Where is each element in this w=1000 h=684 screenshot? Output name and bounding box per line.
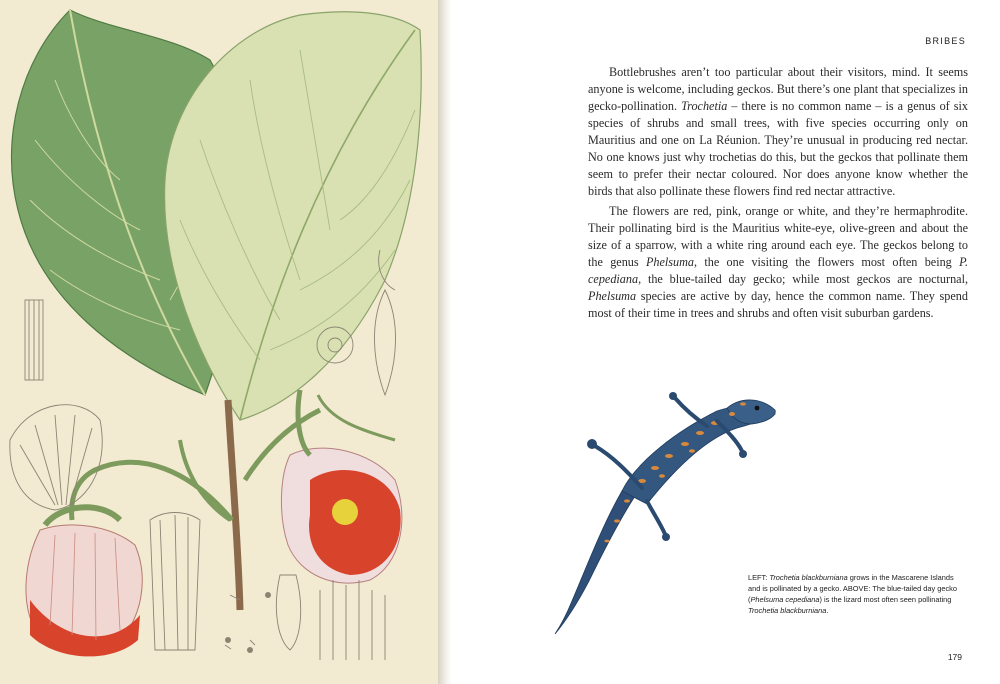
italic-term: Trochetia blackburniana (769, 573, 848, 582)
paragraph-1: Bottlebrushes aren’t too particular about their visitors, mind. It seems anyone is welcome, including geckos. But there’s one plant that specializes in gecko-pollination. Trochetia – there is no common name – is a genus of six species of shrubs and small trees, with five species occurring only on Mauritius and one on La Réunion. They’re unusual in producing red nectar. No one knows just why trochetias do this, but the geckos that pollinate them seem to prefer their nectar coloured. Nor does anyone know whether the birds that also pollinate these flowers find red nectar attractive. (588, 65, 968, 198)
gecko-tail (555, 491, 635, 634)
italic-term: Phelsuma cepediana (750, 595, 820, 604)
caption-text: LEFT: Trochetia blackburniana grows in the Mascarene Islands and is pollinated by a gecko. ABOVE: The blue-tailed day gecko (Phelsuma cepediana) is the lizard most often seen pollinating Trochetia blackburniana. (748, 573, 957, 615)
italic-term: P. cepediana (588, 255, 968, 286)
flower-left (26, 507, 142, 656)
running-head: BRIBES (925, 36, 966, 46)
page-number: 179 (947, 652, 962, 662)
paragraph-2: The flowers are red, pink, orange or white, and they’re hermaphrodite. Their pollinating bird is the Mauritius white-eye, olive-green and about the size of a sparrow, with a white ring around each eye. The geckos belong to the genus Phelsuma, the one visiting the flowers most often being P. cepediana, the blue-tailed day gecko; while most geckos are nocturnal, Phelsuma species are active by day, hence the common name. They spend most of their time in trees and shrubs and often visit suburban gardens. (588, 204, 968, 320)
italic-term: Trochetia (681, 99, 728, 113)
italic-term: Trochetia blackburniana (748, 606, 827, 615)
italic-term: Phelsuma (645, 255, 695, 269)
figure-caption (748, 572, 960, 616)
trochetia-illustration (0, 0, 438, 684)
body-text (588, 64, 968, 322)
right-page (452, 0, 1000, 684)
flower-right (281, 390, 401, 583)
botanical-plate-illustration (0, 0, 438, 684)
page-gutter (438, 0, 452, 684)
italic-term: Phelsuma (588, 289, 637, 303)
